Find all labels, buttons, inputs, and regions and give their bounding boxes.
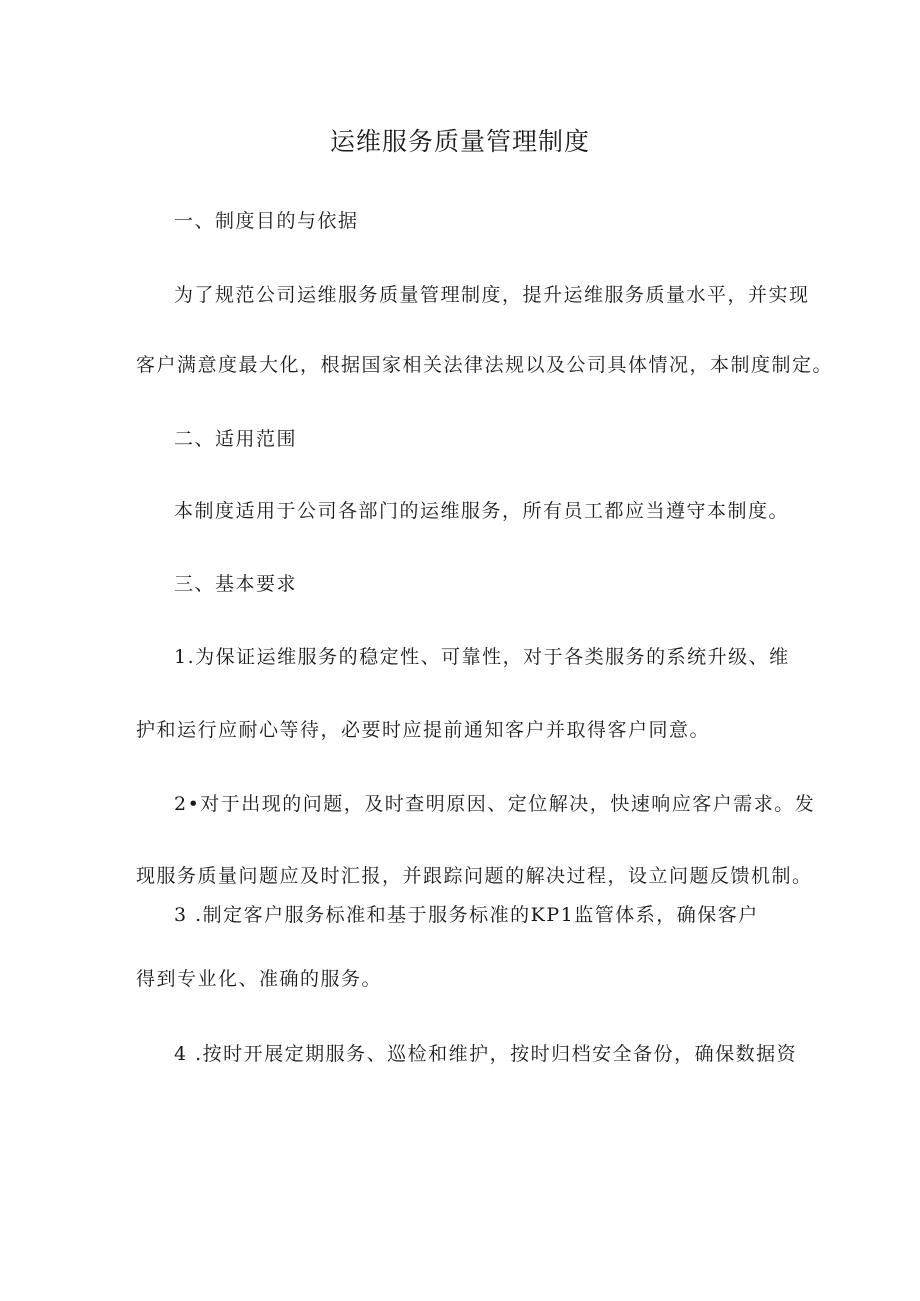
section-heading-scope: 二、适用范围 xyxy=(174,428,298,450)
list-item-line: 护和运行应耐心等待，必要时应提前通知客户并取得客户同意。 xyxy=(136,719,711,741)
list-item-line: 得到专业化、准确的服务。 xyxy=(136,968,383,990)
paragraph-line: 客户满意度最大化，根据国家相关法律法规以及公司具体情况，本制度制定。 xyxy=(136,354,834,376)
paragraph-line: 本制度适用于公司各部门的运维服务，所有员工都应当遵守本制度。 xyxy=(174,500,790,522)
list-item-line: 现服务质量问题应及时汇报，并跟踪问题的解决过程，设立问题反馈机制。 xyxy=(136,865,813,887)
paragraph-line: 为了规范公司运维服务质量管理制度，提升运维服务质量水平，并实现 xyxy=(174,284,810,306)
section-heading-purpose: 一、制度目的与依据 xyxy=(174,210,359,232)
document-title: 运维服务质量管理制度 xyxy=(329,127,590,156)
list-item-line: 2•对于出现的问题，及时查明原因、定位解决，快速响应客户需求。发 xyxy=(174,793,816,815)
list-item-line: 4 .按时开展定期服务、巡检和维护，按时归档安全备份，确保数据资 xyxy=(174,1043,798,1065)
list-item-line: 3 .制定客户服务标准和基于服务标准的KP1监管体系，确保客户 xyxy=(174,904,759,926)
section-heading-requirements: 三、基本要求 xyxy=(174,573,298,595)
list-item-line: 1.为保证运维服务的稳定性、可靠性，对于各类服务的系统升级、维 xyxy=(174,646,790,668)
